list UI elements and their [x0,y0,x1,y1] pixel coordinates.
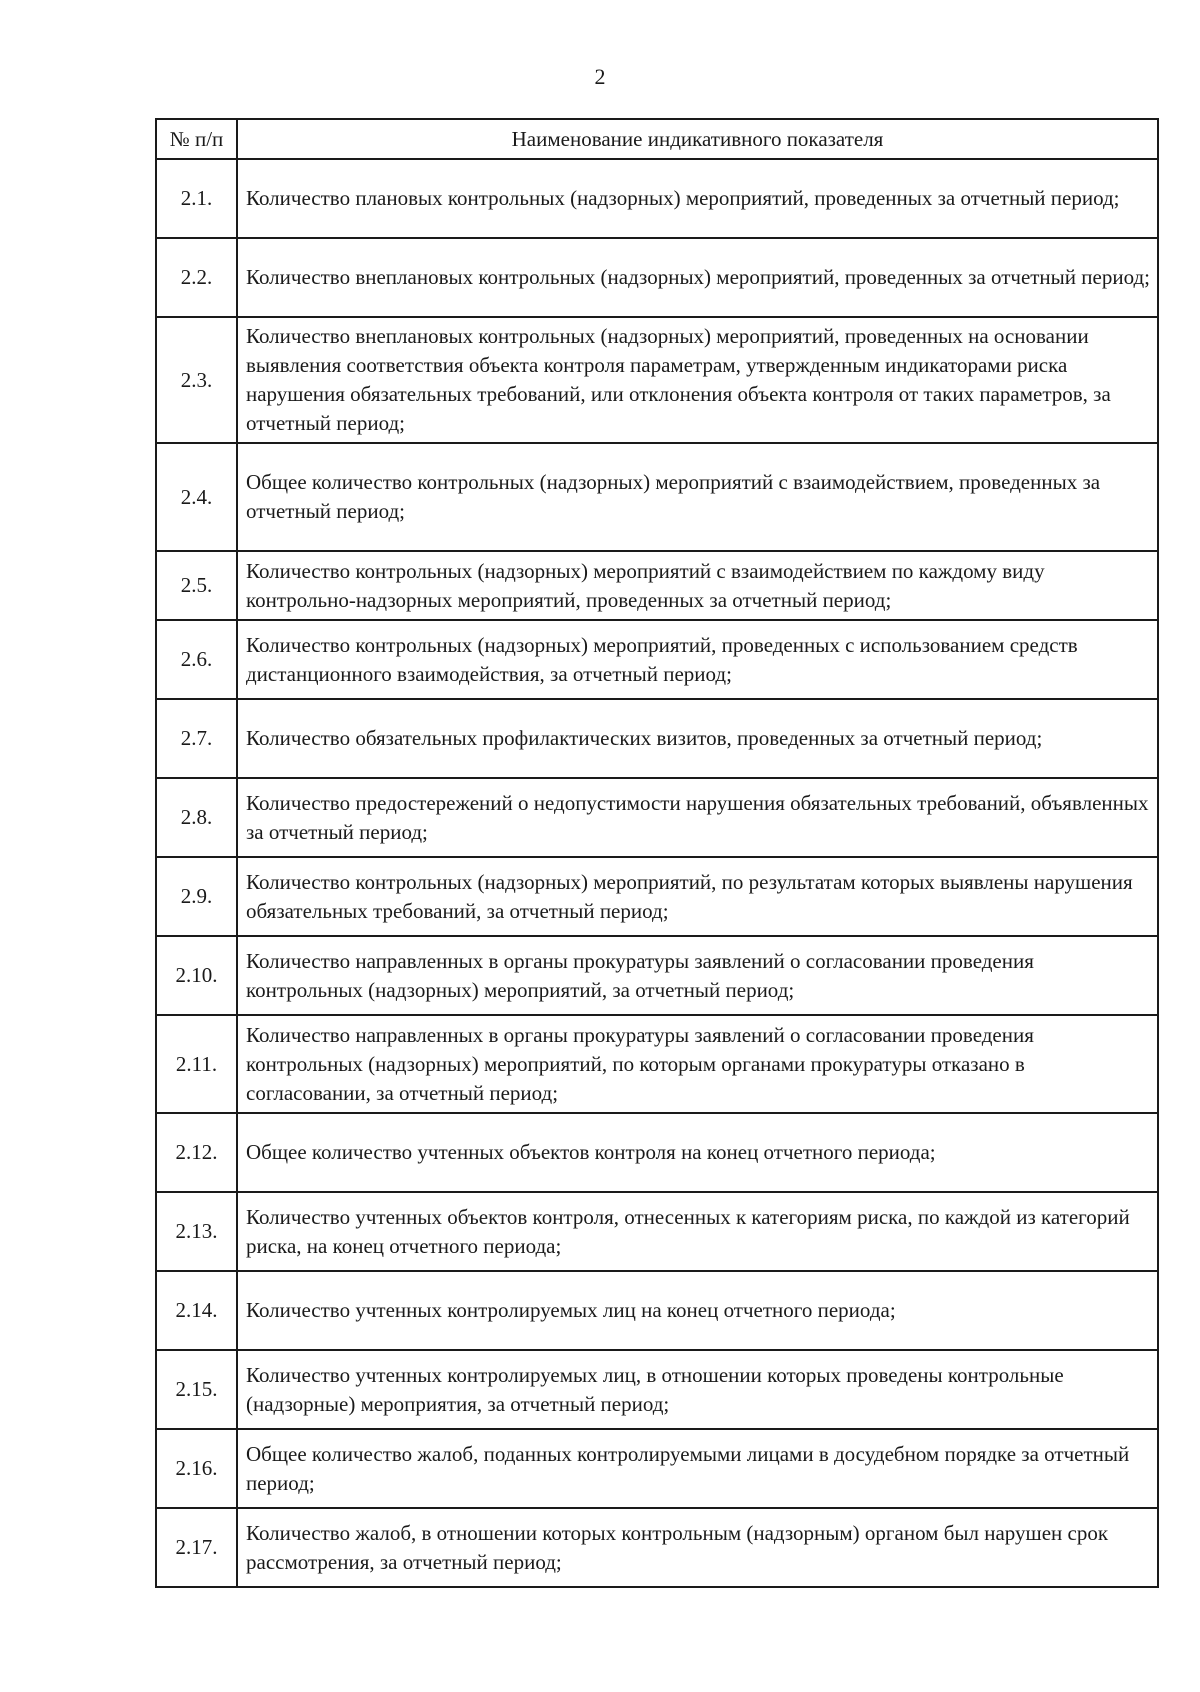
indicator-text: Количество обязательных профилактических визитов, проведенных за отчетный период; [237,699,1158,778]
indicator-text: Общее количество контрольных (надзорных) мероприятий с взаимодействием, проведенных за отчетный период; [237,443,1158,551]
row-number: 2.5. [156,551,237,620]
indicator-text: Количество контрольных (надзорных) мероприятий, проведенных с использованием средств дистанционного взаимодействия, за отчетный период; [237,620,1158,699]
table-row [156,1113,1158,1192]
header-indicator-name: Наименование индикативного показателя [237,119,1158,159]
row-number: 2.9. [156,857,237,936]
row-number: 2.6. [156,620,237,699]
table-row [156,857,1158,936]
table-row [156,159,1158,238]
indicator-text: Количество предостережений о недопустимости нарушения обязательных требований, объявленных за отчетный период; [237,778,1158,857]
table-row [156,1508,1158,1587]
table-header-row [156,119,1158,159]
row-number: 2.8. [156,778,237,857]
table-row [156,620,1158,699]
indicator-text: Общее количество жалоб, поданных контролируемыми лицами в досудебном порядке за отчетный период; [237,1429,1158,1508]
row-number: 2.7. [156,699,237,778]
row-number: 2.17. [156,1508,237,1587]
indicators-table [155,118,1159,1588]
row-number: 2.13. [156,1192,237,1271]
row-number: 2.11. [156,1015,237,1113]
indicator-text: Общее количество учтенных объектов контроля на конец отчетного периода; [237,1113,1158,1192]
table-row [156,1192,1158,1271]
indicator-text: Количество контрольных (надзорных) мероприятий с взаимодействием по каждому виду контрольно-надзорных мероприятий, проведенных за отчетный период; [237,551,1158,620]
indicator-text: Количество учтенных объектов контроля, отнесенных к категориям риска, по каждой из категорий риска, на конец отчетного периода; [237,1192,1158,1271]
indicator-text: Количество учтенных контролируемых лиц на конец отчетного периода; [237,1271,1158,1350]
table-row [156,778,1158,857]
indicator-text: Количество направленных в органы прокуратуры заявлений о согласовании проведения контрольных (надзорных) мероприятий, по которым органами прокуратуры отказано в согласовании, за отчетный период; [237,1015,1158,1113]
table-row [156,1271,1158,1350]
row-number: 2.2. [156,238,237,317]
indicator-text: Количество направленных в органы прокуратуры заявлений о согласовании проведения контрольных (надзорных) мероприятий, за отчетный период; [237,936,1158,1015]
indicator-text: Количество плановых контрольных (надзорных) мероприятий, проведенных за отчетный период; [237,159,1158,238]
table-row [156,936,1158,1015]
row-number: 2.1. [156,159,237,238]
indicator-text: Количество жалоб, в отношении которых контрольным (надзорным) органом был нарушен срок рассмотрения, за отчетный период; [237,1508,1158,1587]
row-number: 2.3. [156,317,237,443]
table-row [156,1429,1158,1508]
table-row [156,551,1158,620]
indicator-text: Количество учтенных контролируемых лиц, в отношении которых проведены контрольные (надзорные) мероприятия, за отчетный период; [237,1350,1158,1429]
row-number: 2.15. [156,1350,237,1429]
row-number: 2.4. [156,443,237,551]
table-row [156,238,1158,317]
table-row [156,699,1158,778]
indicator-text: Количество контрольных (надзорных) мероприятий, по результатам которых выявлены нарушения обязательных требований, за отчетный период; [237,857,1158,936]
row-number: 2.14. [156,1271,237,1350]
header-number: № п/п [156,119,237,159]
indicator-text: Количество внеплановых контрольных (надзорных) мероприятий, проведенных на основании выявления соответствия объекта контроля параметрам, утвержденным индикаторами риска нарушения обязательных требований, или отклонения объекта контроля от таких параметров, за отчетный период; [237,317,1158,443]
row-number: 2.16. [156,1429,237,1508]
table-row [156,443,1158,551]
indicator-text: Количество внеплановых контрольных (надзорных) мероприятий, проведенных за отчетный период; [237,238,1158,317]
table-row [156,1015,1158,1113]
table-row [156,317,1158,443]
table-row [156,1350,1158,1429]
row-number: 2.10. [156,936,237,1015]
row-number: 2.12. [156,1113,237,1192]
page-number: 2 [594,64,606,89]
